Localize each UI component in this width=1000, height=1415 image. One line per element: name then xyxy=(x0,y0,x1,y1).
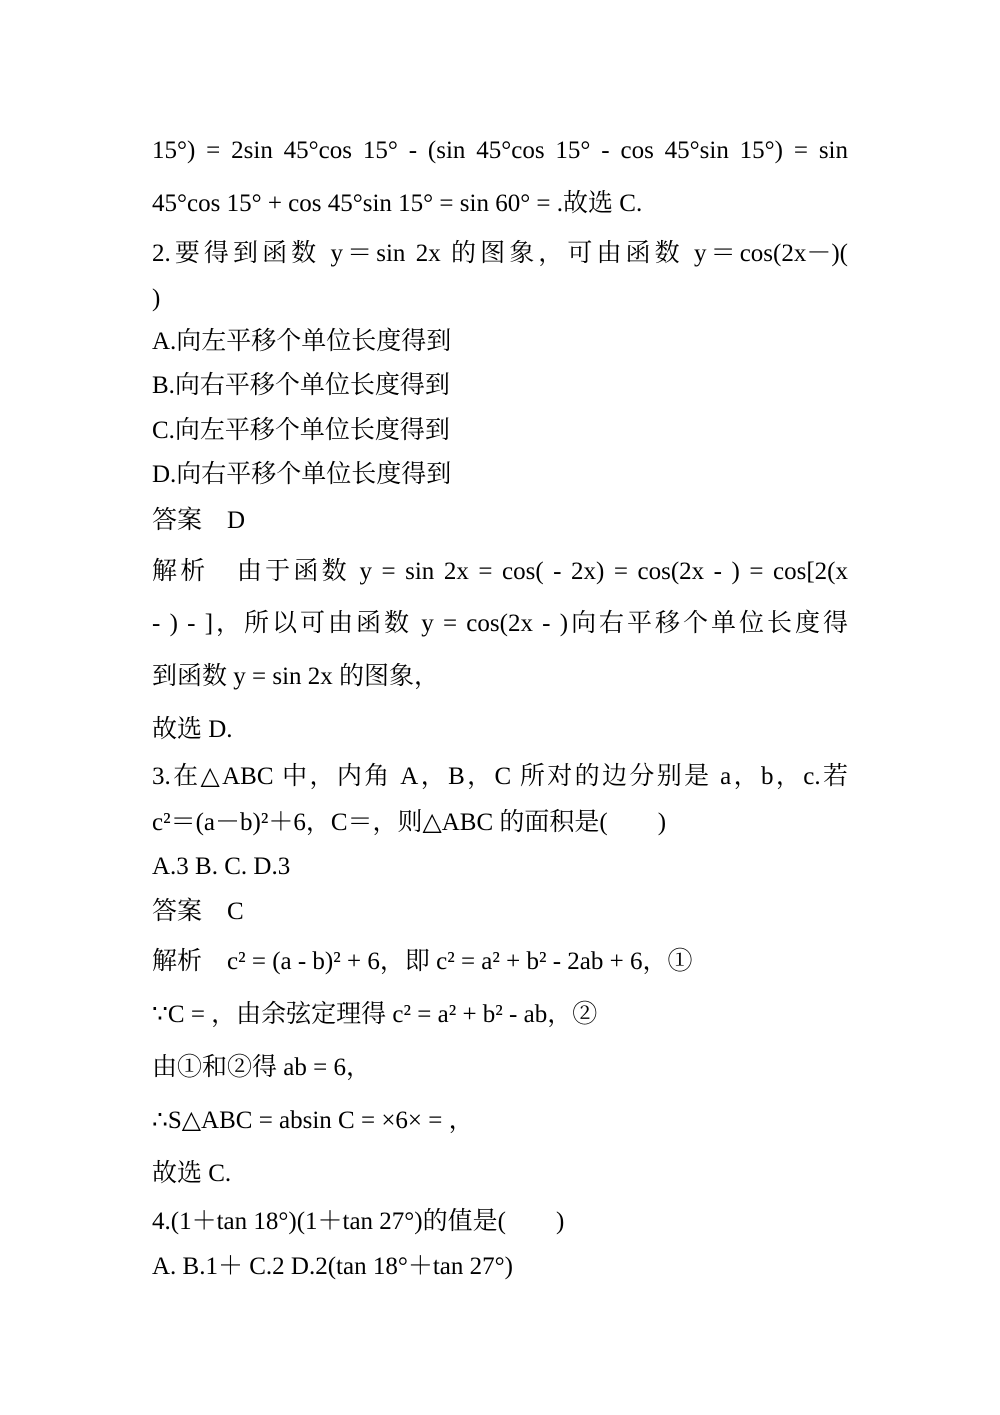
question-3-analysis-line-3: 由①和②得 ab = 6， xyxy=(152,1054,371,1081)
question-2-option-b: B.向右平移个单位长度得到 xyxy=(152,372,450,399)
question-4-options: A. B.1＋ C.2 D.2(tan 18°＋tan 27°) xyxy=(152,1253,513,1280)
question-2-stem-end: ) xyxy=(152,285,161,312)
question-3-stem-end: c²＝(a－b)²＋6，C＝，则△ABC 的面积是( ) xyxy=(152,809,667,836)
question-2-option-d: D.向右平移个单位长度得到 xyxy=(152,461,452,488)
question-2-analysis-line-3: 到函数 y = sin 2x 的图象， xyxy=(152,663,440,690)
question-2-analysis-line-2: - ) - ]，所以可由函数 y = cos(2x - )向右平移个单位长度得 xyxy=(152,610,848,637)
question-2-answer: 答案 D xyxy=(152,507,246,534)
question-4-stem: 4.(1＋tan 18°)(1＋tan 27°)的值是( ) xyxy=(152,1208,565,1235)
question-2-conclusion: 故选 D. xyxy=(152,716,233,743)
question-3-options: A.3 B. C. D.3 xyxy=(152,853,291,880)
question-2-stem: 2.要得到函数 y＝sin 2x 的图象，可由函数 y＝cos(2x－)( xyxy=(152,240,848,267)
solution-1-line-1: 15°) = 2sin 45°cos 15° - (sin 45°cos 15° - cos 45°sin 15°) = sin xyxy=(152,137,848,164)
question-3-answer: 答案 C xyxy=(152,898,244,925)
question-2-option-c: C.向左平移个单位长度得到 xyxy=(152,417,450,444)
question-2-option-a: A.向左平移个单位长度得到 xyxy=(152,328,452,355)
question-3-stem: 3.在△ABC 中，内角 A，B，C 所对的边分别是 a，b，c.若 xyxy=(152,763,848,790)
question-3-analysis-line-4: ∴S△ABC = absin C = ×6× = ， xyxy=(152,1107,474,1134)
question-3-conclusion: 故选 C. xyxy=(152,1160,232,1187)
solution-1-line-2: 45°cos 15° + cos 45°sin 15° = sin 60° = .故选 C. xyxy=(152,190,643,217)
question-3-analysis-line-2: ∵C = ，由余弦定理得 c² = a² + b² - ab，② xyxy=(152,1001,598,1028)
question-2-analysis-line-1: 解析 由于函数 y = sin 2x = cos( - 2x) = cos(2x - ) = cos[2(x xyxy=(152,558,848,585)
question-3-analysis-line-1: 解析 c² = (a - b)² + 6，即 c² = a² + b² - 2ab + 6，① xyxy=(152,948,693,975)
